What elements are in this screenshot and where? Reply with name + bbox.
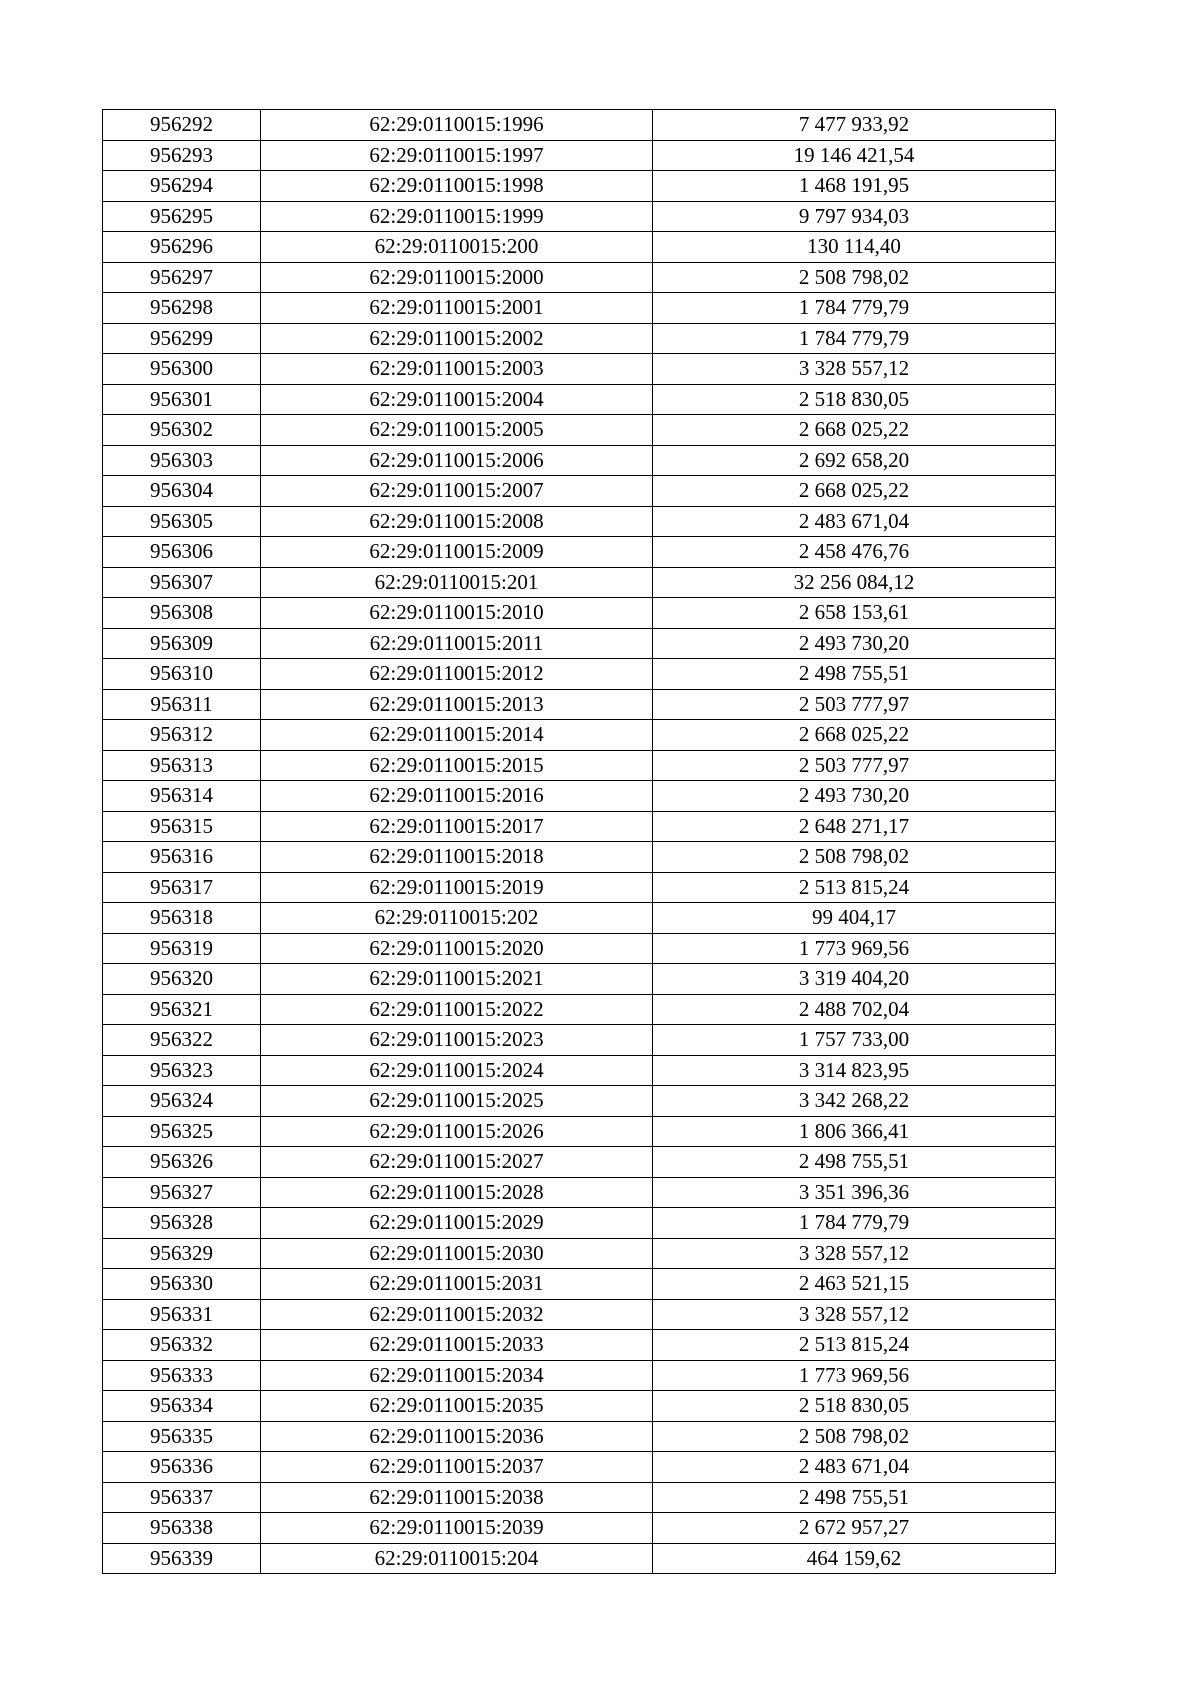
table-row: [103, 171, 1056, 202]
cadastral-number-cell: 62:29:0110015:2028: [261, 1177, 653, 1208]
cadastral-value-cell: 1 757 733,00: [653, 1025, 1056, 1056]
cadastral-number-cell: 62:29:0110015:200: [261, 232, 653, 263]
cadastral-number-cell: 62:29:0110015:2039: [261, 1513, 653, 1544]
row-number-cell: 956307: [103, 567, 261, 598]
cadastral-number-cell: 62:29:0110015:2016: [261, 781, 653, 812]
cadastral-number-cell: 62:29:0110015:2011: [261, 628, 653, 659]
cadastral-value-cell: 99 404,17: [653, 903, 1056, 934]
row-number-cell: 956314: [103, 781, 261, 812]
cadastral-value-cell: 1 784 779,79: [653, 1208, 1056, 1239]
table-row: [103, 537, 1056, 568]
cadastral-number-cell: 62:29:0110015:2012: [261, 659, 653, 690]
cadastral-value-cell: 1 784 779,79: [653, 293, 1056, 324]
cadastral-number-cell: 62:29:0110015:2027: [261, 1147, 653, 1178]
cadastral-value-cell: 1 773 969,56: [653, 1360, 1056, 1391]
row-number-cell: 956297: [103, 262, 261, 293]
table-row: [103, 1543, 1056, 1574]
row-number-cell: 956332: [103, 1330, 261, 1361]
cadastral-value-cell: 9 797 934,03: [653, 201, 1056, 232]
row-number-cell: 956300: [103, 354, 261, 385]
cadastral-value-cell: 2 483 671,04: [653, 1452, 1056, 1483]
table-row: [103, 781, 1056, 812]
table-row: [103, 1452, 1056, 1483]
cadastral-value-cell: 2 518 830,05: [653, 1391, 1056, 1422]
cadastral-value-cell: 19 146 421,54: [653, 140, 1056, 171]
table-row: [103, 872, 1056, 903]
row-number-cell: 956310: [103, 659, 261, 690]
row-number-cell: 956299: [103, 323, 261, 354]
cadastral-value-cell: 2 668 025,22: [653, 720, 1056, 751]
cadastral-value-cell: 3 342 268,22: [653, 1086, 1056, 1117]
row-number-cell: 956301: [103, 384, 261, 415]
row-number-cell: 956338: [103, 1513, 261, 1544]
cadastral-value-cell: 2 463 521,15: [653, 1269, 1056, 1300]
row-number-cell: 956320: [103, 964, 261, 995]
table-row: [103, 445, 1056, 476]
row-number-cell: 956308: [103, 598, 261, 629]
table-row: [103, 1482, 1056, 1513]
table-row: [103, 506, 1056, 537]
row-number-cell: 956304: [103, 476, 261, 507]
cadastral-value-cell: 2 513 815,24: [653, 872, 1056, 903]
cadastral-value-cell: 2 513 815,24: [653, 1330, 1056, 1361]
table-row: [103, 1360, 1056, 1391]
cadastral-value-cell: 2 668 025,22: [653, 415, 1056, 446]
table-row: [103, 750, 1056, 781]
table-row: [103, 1299, 1056, 1330]
cadastral-value-cell: 1 806 366,41: [653, 1116, 1056, 1147]
cadastral-value-cell: 2 508 798,02: [653, 1421, 1056, 1452]
cadastral-value-cell: 2 508 798,02: [653, 262, 1056, 293]
row-number-cell: 956315: [103, 811, 261, 842]
cadastral-number-cell: 62:29:0110015:204: [261, 1543, 653, 1574]
row-number-cell: 956298: [103, 293, 261, 324]
row-number-cell: 956334: [103, 1391, 261, 1422]
cadastral-number-cell: 62:29:0110015:2023: [261, 1025, 653, 1056]
cadastral-value-cell: 130 114,40: [653, 232, 1056, 263]
cadastral-number-cell: 62:29:0110015:2000: [261, 262, 653, 293]
cadastral-value-cell: 2 648 271,17: [653, 811, 1056, 842]
row-number-cell: 956329: [103, 1238, 261, 1269]
cadastral-number-cell: 62:29:0110015:2004: [261, 384, 653, 415]
cadastral-number-cell: 62:29:0110015:2024: [261, 1055, 653, 1086]
cadastral-value-cell: 2 672 957,27: [653, 1513, 1056, 1544]
row-number-cell: 956309: [103, 628, 261, 659]
cadastral-number-cell: 62:29:0110015:2001: [261, 293, 653, 324]
table-row: [103, 415, 1056, 446]
row-number-cell: 956321: [103, 994, 261, 1025]
cadastral-value-cell: 2 503 777,97: [653, 750, 1056, 781]
cadastral-value-cell: 2 498 755,51: [653, 659, 1056, 690]
cadastral-number-cell: 62:29:0110015:2002: [261, 323, 653, 354]
cadastral-number-cell: 62:29:0110015:2025: [261, 1086, 653, 1117]
table-row: [103, 476, 1056, 507]
row-number-cell: 956303: [103, 445, 261, 476]
table-row: [103, 262, 1056, 293]
cadastral-value-cell: 1 468 191,95: [653, 171, 1056, 202]
row-number-cell: 956316: [103, 842, 261, 873]
cadastral-value-cell: 2 483 671,04: [653, 506, 1056, 537]
cadastral-number-cell: 62:29:0110015:2033: [261, 1330, 653, 1361]
cadastral-number-cell: 62:29:0110015:1997: [261, 140, 653, 171]
row-number-cell: 956322: [103, 1025, 261, 1056]
cadastral-number-cell: 62:29:0110015:1999: [261, 201, 653, 232]
table-row: [103, 598, 1056, 629]
cadastral-number-cell: 62:29:0110015:2007: [261, 476, 653, 507]
row-number-cell: 956317: [103, 872, 261, 903]
row-number-cell: 956318: [103, 903, 261, 934]
cadastral-number-cell: 62:29:0110015:2022: [261, 994, 653, 1025]
cadastral-value-cell: 2 668 025,22: [653, 476, 1056, 507]
table-row: [103, 354, 1056, 385]
cadastral-value-cell: 2 498 755,51: [653, 1482, 1056, 1513]
cadastral-number-cell: 62:29:0110015:2014: [261, 720, 653, 751]
cadastral-value-cell: 3 328 557,12: [653, 354, 1056, 385]
cadastral-value-cell: 2 508 798,02: [653, 842, 1056, 873]
cadastral-number-cell: 62:29:0110015:2035: [261, 1391, 653, 1422]
row-number-cell: 956306: [103, 537, 261, 568]
row-number-cell: 956313: [103, 750, 261, 781]
cadastral-value-cell: 3 319 404,20: [653, 964, 1056, 995]
table-row: [103, 1086, 1056, 1117]
cadastral-number-cell: 62:29:0110015:201: [261, 567, 653, 598]
cadastral-value-cell: 1 784 779,79: [653, 323, 1056, 354]
cadastral-number-cell: 62:29:0110015:2029: [261, 1208, 653, 1239]
table-row: [103, 1238, 1056, 1269]
table-row: [103, 323, 1056, 354]
cadastral-number-cell: 62:29:0110015:2032: [261, 1299, 653, 1330]
row-number-cell: 956324: [103, 1086, 261, 1117]
cadastral-value-cell: 2 518 830,05: [653, 384, 1056, 415]
table-row: [103, 842, 1056, 873]
cadastral-value-cell: 2 458 476,76: [653, 537, 1056, 568]
row-number-cell: 956337: [103, 1482, 261, 1513]
table-row: [103, 1147, 1056, 1178]
cadastral-number-cell: 62:29:0110015:2009: [261, 537, 653, 568]
row-number-cell: 956339: [103, 1543, 261, 1574]
cadastral-value-cell: 7 477 933,92: [653, 110, 1056, 141]
cadastral-number-cell: 62:29:0110015:2015: [261, 750, 653, 781]
table-row: [103, 659, 1056, 690]
cadastral-number-cell: 62:29:0110015:1996: [261, 110, 653, 141]
table-row: [103, 1208, 1056, 1239]
table-row: [103, 1269, 1056, 1300]
cadastral-number-cell: 62:29:0110015:2005: [261, 415, 653, 446]
cadastral-value-cell: 32 256 084,12: [653, 567, 1056, 598]
cadastral-number-cell: 62:29:0110015:2037: [261, 1452, 653, 1483]
row-number-cell: 956312: [103, 720, 261, 751]
cadastral-number-cell: 62:29:0110015:2036: [261, 1421, 653, 1452]
row-number-cell: 956295: [103, 201, 261, 232]
row-number-cell: 956335: [103, 1421, 261, 1452]
cadastral-number-cell: 62:29:0110015:2008: [261, 506, 653, 537]
table-row: [103, 1421, 1056, 1452]
cadastral-value-cell: 2 488 702,04: [653, 994, 1056, 1025]
table-body: [103, 110, 1056, 1574]
cadastral-number-cell: 62:29:0110015:2003: [261, 354, 653, 385]
table-row: [103, 1391, 1056, 1422]
table-row: [103, 964, 1056, 995]
cadastral-number-cell: 62:29:0110015:2021: [261, 964, 653, 995]
cadastral-number-cell: 62:29:0110015:2019: [261, 872, 653, 903]
table-row: [103, 689, 1056, 720]
cadastral-number-cell: 62:29:0110015:2006: [261, 445, 653, 476]
row-number-cell: 956294: [103, 171, 261, 202]
cadastral-value-cell: 2 498 755,51: [653, 1147, 1056, 1178]
row-number-cell: 956296: [103, 232, 261, 263]
table-row: [103, 232, 1056, 263]
cadastral-value-cell: 464 159,62: [653, 1543, 1056, 1574]
cadastral-number-cell: 62:29:0110015:2013: [261, 689, 653, 720]
row-number-cell: 956323: [103, 1055, 261, 1086]
row-number-cell: 956325: [103, 1116, 261, 1147]
table-row: [103, 1330, 1056, 1361]
table-row: [103, 1513, 1056, 1544]
table-row: [103, 1025, 1056, 1056]
table-row: [103, 628, 1056, 659]
cadastral-value-cell: 2 658 153,61: [653, 598, 1056, 629]
row-number-cell: 956327: [103, 1177, 261, 1208]
table-row: [103, 903, 1056, 934]
row-number-cell: 956319: [103, 933, 261, 964]
cadastral-value-cell: 2 503 777,97: [653, 689, 1056, 720]
table-row: [103, 933, 1056, 964]
cadastral-number-cell: 62:29:0110015:2010: [261, 598, 653, 629]
cadastral-number-cell: 62:29:0110015:2020: [261, 933, 653, 964]
table-row: [103, 293, 1056, 324]
row-number-cell: 956330: [103, 1269, 261, 1300]
table-row: [103, 110, 1056, 141]
cadastral-number-cell: 62:29:0110015:2038: [261, 1482, 653, 1513]
cadastral-value-table: [102, 109, 1056, 1574]
table-row: [103, 811, 1056, 842]
row-number-cell: 956311: [103, 689, 261, 720]
row-number-cell: 956293: [103, 140, 261, 171]
row-number-cell: 956328: [103, 1208, 261, 1239]
cadastral-number-cell: 62:29:0110015:2026: [261, 1116, 653, 1147]
table-row: [103, 384, 1056, 415]
row-number-cell: 956305: [103, 506, 261, 537]
row-number-cell: 956331: [103, 1299, 261, 1330]
cadastral-value-cell: 1 773 969,56: [653, 933, 1056, 964]
cadastral-value-cell: 3 328 557,12: [653, 1238, 1056, 1269]
table-row: [103, 1177, 1056, 1208]
cadastral-value-cell: 3 328 557,12: [653, 1299, 1056, 1330]
cadastral-value-cell: 2 692 658,20: [653, 445, 1056, 476]
row-number-cell: 956302: [103, 415, 261, 446]
table-row: [103, 994, 1056, 1025]
row-number-cell: 956336: [103, 1452, 261, 1483]
table-row: [103, 1116, 1056, 1147]
table-row: [103, 720, 1056, 751]
cadastral-value-cell: 3 351 396,36: [653, 1177, 1056, 1208]
cadastral-number-cell: 62:29:0110015:202: [261, 903, 653, 934]
row-number-cell: 956292: [103, 110, 261, 141]
table-row: [103, 1055, 1056, 1086]
cadastral-number-cell: 62:29:0110015:2017: [261, 811, 653, 842]
row-number-cell: 956333: [103, 1360, 261, 1391]
cadastral-number-cell: 62:29:0110015:2031: [261, 1269, 653, 1300]
cadastral-value-cell: 3 314 823,95: [653, 1055, 1056, 1086]
row-number-cell: 956326: [103, 1147, 261, 1178]
cadastral-value-cell: 2 493 730,20: [653, 628, 1056, 659]
cadastral-number-cell: 62:29:0110015:1998: [261, 171, 653, 202]
cadastral-number-cell: 62:29:0110015:2018: [261, 842, 653, 873]
cadastral-number-cell: 62:29:0110015:2034: [261, 1360, 653, 1391]
cadastral-value-cell: 2 493 730,20: [653, 781, 1056, 812]
table-row: [103, 567, 1056, 598]
table-row: [103, 140, 1056, 171]
cadastral-number-cell: 62:29:0110015:2030: [261, 1238, 653, 1269]
table-row: [103, 201, 1056, 232]
